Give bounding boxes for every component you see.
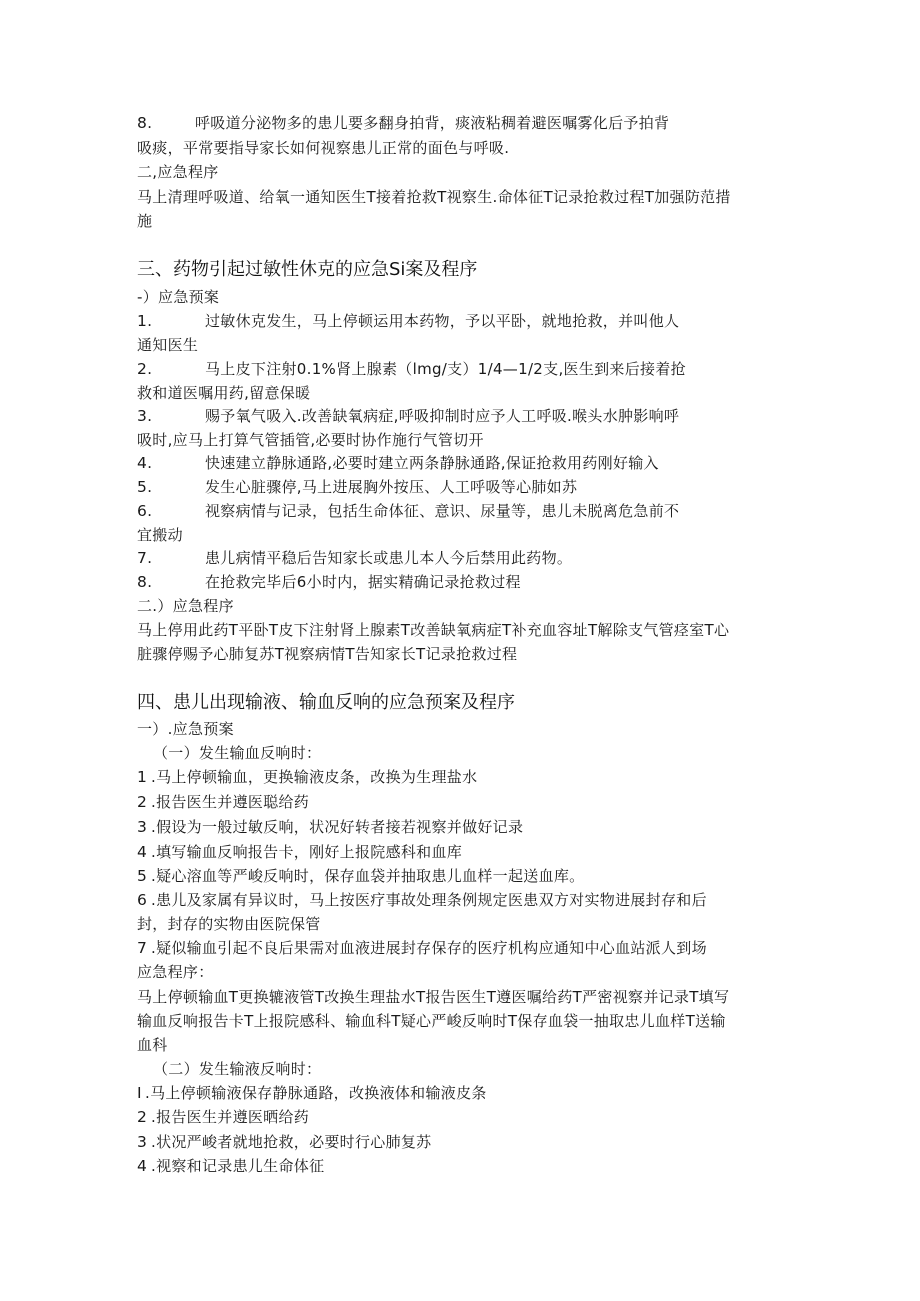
list-item: [137, 113, 669, 133]
item-continuation: 救和道医嘱用药,留意保暖: [137, 384, 311, 402]
list-item: [137, 572, 521, 592]
item-text: 发生心脏骤停,马上进展胸外按压、人工呼吸等心肺如苏: [205, 478, 578, 496]
text-line: 马上清理呼吸道、给氧一通知医生T接着抢救T视察生.命体征T记录抢救过程T加强防范措: [137, 188, 731, 206]
item-text: 在抢救完毕后6小时内，据实精确记录抢救过程: [205, 573, 521, 591]
list-item: [137, 453, 659, 473]
list-item: [137, 767, 477, 787]
item-text: 马上皮下注射0.1%肾上腺素（lmg/支）1/4—1/2支,医生到来后接着抢: [205, 360, 686, 378]
item-text: 快速建立静脉通路,必要时建立两条静脉通路,保证抢救用药刚好输入: [205, 454, 659, 472]
item-text: .马上停顿输液保存静脉通路，改换液体和输液皮条: [145, 1084, 487, 1102]
item-continuation: 宜搬动: [137, 526, 183, 544]
item-text: .填写输血反响报告卡，刚好上报院感科和血库: [151, 843, 463, 861]
item-number: 8.: [137, 114, 153, 132]
section-heading: 四、患儿出现输液、输血反响的应急预案及程序: [137, 692, 515, 713]
flow-line: 脏骤停赐予心肺复苏T视察病情T告知家长T记录抢救过程: [137, 645, 518, 663]
item-number: 2: [137, 793, 148, 811]
group-heading: （一）发生输血反响时：: [153, 744, 322, 762]
item-text: 过敏休克发生，马上停顿运用本药物，予以平卧，就地抢救，并叫他人: [205, 312, 680, 330]
text-line: 施: [137, 212, 153, 230]
item-continuation: 封，封存的实物由医院保管: [137, 915, 321, 933]
item-number: 4: [137, 1157, 148, 1175]
item-continuation: 通知医生: [137, 336, 199, 354]
item-text: 赐予氧气吸入.改善缺氧病症,呼吸抑制时应予人工呼吸.喉头水肿影响呼: [205, 407, 680, 425]
list-item: [137, 501, 679, 521]
subheading: 二,应急程序: [137, 163, 219, 181]
item-text: .疑心溶血等严峻反响时，保存血袋并抽取患儿血样一起送血库。: [151, 867, 585, 885]
item-number: 3: [137, 818, 148, 836]
subheading: 二.）应急程序: [137, 597, 234, 615]
list-item: [137, 817, 523, 837]
item-number: 1: [137, 768, 148, 786]
flow-line: 马上停顿输血T更换辘液管T改换生理盐水T报告医生T遵医嘱给药T严密视察并记录T填写: [137, 988, 730, 1006]
list-item: [137, 842, 462, 862]
flow-line: 血科: [137, 1036, 168, 1054]
item-number: 7.: [137, 549, 153, 567]
item-text: .报告医生并遵医聪给药: [151, 793, 310, 811]
list-item: [137, 890, 707, 910]
item-text: .视察和记录患儿生命体征: [151, 1157, 325, 1175]
item-text: .患儿及家属有异议时，马上按医疗事故处理条例规定医患双方对实物进展封存和后: [151, 891, 707, 909]
item-number: 5: [137, 867, 148, 885]
item-number: 3.: [137, 407, 153, 425]
subheading: -）应急预案: [137, 288, 220, 306]
item-continuation: 吸时,应马上打算气管插管,必要时协作施行气管切开: [137, 431, 484, 449]
item-text: .假设为一般过敏反响，状况好转者接若视察并做好记录: [151, 818, 524, 836]
item-number: 3: [137, 1133, 148, 1151]
item-text: .马上停顿输血，更换输液皮条，改换为生理盐水: [151, 768, 478, 786]
item-text: .疑似输血引起不良后果需对血液进展封存保存的医疗机构应通知中心血站派人到场: [151, 939, 707, 957]
section-heading: 三、药物引起过敏性休克的应急Si案及程序: [137, 259, 478, 280]
item-number: 6: [137, 891, 148, 909]
flow-line: 马上停用此药T平卧T皮下注射肾上腺素T改善缺氧病症T补充血容址T解除支气管痉室T心: [137, 621, 730, 639]
list-item: [137, 866, 584, 886]
list-item: [137, 1107, 309, 1127]
item-number: 7: [137, 939, 148, 957]
item-text: .状况严峻者就地抢救，必要时行心肺复苏: [151, 1133, 432, 1151]
item-number: 6.: [137, 502, 153, 520]
subheading: 一）.应急预案: [137, 720, 234, 738]
list-item: [137, 477, 577, 497]
item-number: 2: [137, 1108, 148, 1126]
item-number: 4: [137, 843, 148, 861]
flow-line: 输血反响报告卡T上报院感科、输血科T疑心严峻反响时T保存血袋一抽取忠儿血样T送输: [137, 1012, 726, 1030]
item-text: 呼吸道分泌物多的患儿要多翻身拍背，痰液粘稠着避医嘱雾化后予拍背: [195, 114, 670, 132]
procedure-label: 应急程序：: [137, 963, 214, 981]
group-heading: （二）发生输液反响时：: [153, 1060, 322, 1078]
item-number: 5.: [137, 478, 153, 496]
item-text: 视察病情与记录，包括生命体征、意识、尿量等，患儿未脱离危急前不: [205, 502, 680, 520]
list-item: [137, 548, 572, 568]
item-number: 8.: [137, 573, 153, 591]
list-item: [137, 1132, 431, 1152]
list-item: [137, 1156, 324, 1176]
list-item: [137, 311, 679, 331]
list-item: [137, 792, 309, 812]
list-item: [137, 938, 707, 958]
item-number: 2.: [137, 360, 153, 378]
list-item: [137, 359, 686, 379]
item-number: 4.: [137, 454, 153, 472]
item-text: 患儿病情平稳后告知家长或患儿本人今后禁用此药物。: [205, 549, 573, 567]
text-line: 吸痰，平常要指导家长如何视察患儿正常的面色与呼吸.: [137, 139, 510, 157]
item-number: I: [137, 1084, 142, 1102]
item-text: .报告医生并遵医晒给药: [151, 1108, 310, 1126]
list-item: [137, 406, 679, 426]
item-number: 1.: [137, 312, 153, 330]
list-item: [137, 1083, 487, 1103]
